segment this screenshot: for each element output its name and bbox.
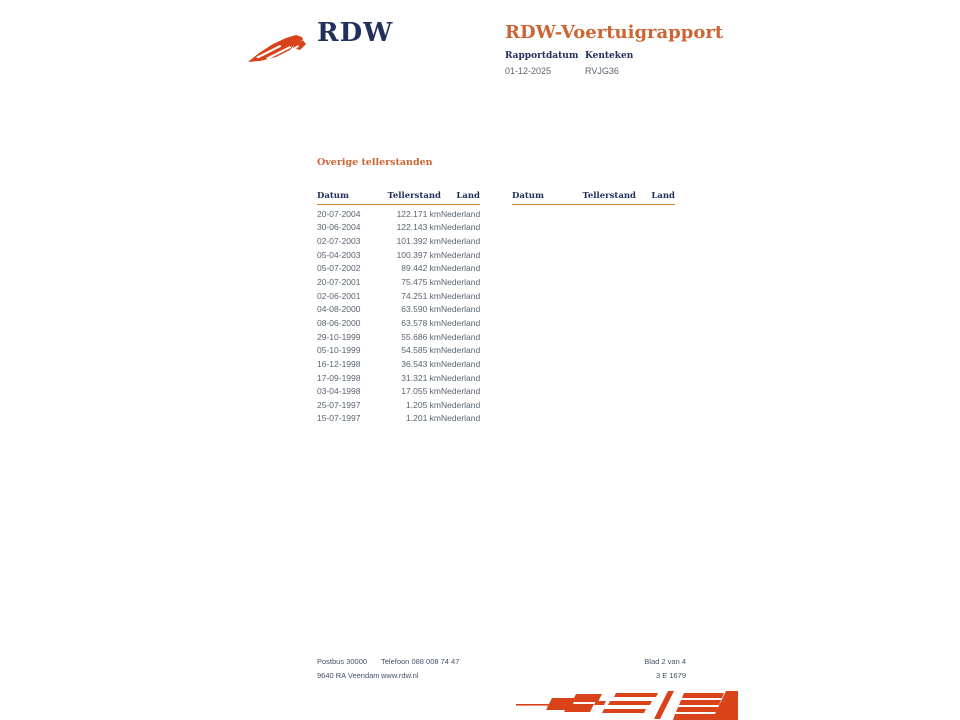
column-header-datum: Datum [512, 191, 544, 201]
table-row [317, 302, 480, 316]
column-header-datum: Datum [317, 191, 349, 201]
kenteken-label: Kenteken [585, 51, 634, 61]
section-heading-overige-tellerstanden: Overige tellerstanden [317, 157, 433, 168]
cell-tellerstand: 63.578 km [401, 317, 441, 328]
table-row [317, 316, 480, 330]
cell-land: Nederland [441, 317, 481, 328]
rapportdatum-label: Rapportdatum [505, 51, 579, 61]
footer-city: 9640 RA Veendam [317, 670, 380, 680]
rdw-logo [246, 18, 393, 70]
cell-datum: 17-09-1998 [317, 372, 361, 383]
table-row [317, 357, 480, 371]
cell-tellerstand: 100.397 km [396, 249, 441, 260]
cell-tellerstand: 1.205 km [406, 399, 441, 410]
rdw-bird-icon [246, 26, 310, 70]
cell-tellerstand: 54.585 km [401, 345, 441, 356]
cell-land: Nederland [441, 331, 481, 342]
cell-tellerstand: 101.392 km [396, 236, 441, 247]
stripes-icon [516, 691, 738, 720]
cell-datum: 04-08-2000 [317, 304, 361, 315]
cell-land: Nederland [441, 208, 481, 219]
cell-datum: 05-10-1999 [317, 345, 361, 356]
cell-land: Nederland [441, 249, 481, 260]
cell-tellerstand: 1.201 km [406, 413, 441, 424]
cell-land: Nederland [441, 345, 481, 356]
cell-datum: 02-06-2001 [317, 290, 361, 301]
footer-row-1 [317, 654, 686, 668]
table-header-row [512, 191, 675, 205]
cell-tellerstand: 122.171 km [396, 208, 441, 219]
cell-tellerstand: 89.442 km [401, 263, 441, 274]
odometer-table-left [317, 191, 480, 425]
table-row [317, 398, 480, 412]
table-row [317, 343, 480, 357]
footer-website: www.rdw.nl [381, 670, 419, 680]
cell-land: Nederland [441, 222, 481, 233]
cell-land: Nederland [441, 413, 481, 424]
cell-land: Nederland [441, 236, 481, 247]
cell-tellerstand: 75.475 km [401, 277, 441, 288]
cell-tellerstand: 36.543 km [401, 358, 441, 369]
cell-datum: 25-07-1997 [317, 399, 361, 410]
footer-page-indicator: Blad 2 van 4 [644, 656, 686, 666]
cell-datum: 15-07-1997 [317, 413, 361, 424]
cell-land: Nederland [441, 399, 481, 410]
cell-land: Nederland [441, 304, 481, 315]
cell-datum: 20-07-2004 [317, 208, 361, 219]
cell-land: Nederland [441, 386, 481, 397]
cell-land: Nederland [441, 263, 481, 274]
report-title: RDW-Voertuigrapport [505, 22, 724, 43]
cell-datum: 08-06-2000 [317, 317, 361, 328]
odometer-table-right [512, 191, 675, 207]
table-row [317, 248, 480, 262]
footer-form-code: 3 E 1679 [655, 670, 686, 680]
table-row [317, 234, 480, 248]
rdw-wordmark: RDW [317, 18, 394, 48]
cell-tellerstand: 63.590 km [401, 304, 441, 315]
table-row [317, 275, 480, 289]
footer-row-2 [317, 668, 686, 682]
table-row [317, 371, 480, 385]
report-meta [505, 51, 665, 76]
cell-datum: 03-04-1998 [317, 386, 361, 397]
footer-phone: Telefoon 088 008 74 47 [381, 656, 460, 666]
cell-tellerstand: 74.251 km [401, 290, 441, 301]
cell-datum: 02-07-2003 [317, 236, 361, 247]
column-header-tellerstand: Tellerstand [387, 191, 441, 201]
table-row [317, 207, 480, 221]
cell-datum: 05-07-2002 [317, 263, 361, 274]
table-row [317, 330, 480, 344]
column-header-land: Land [456, 191, 480, 201]
table-header-row [317, 191, 480, 205]
cell-datum: 29-10-1999 [317, 331, 361, 342]
meta-kenteken [585, 51, 665, 76]
cell-tellerstand: 17.055 km [401, 386, 441, 397]
table-row [317, 221, 480, 235]
cell-tellerstand: 31.321 km [401, 372, 441, 383]
table-row [317, 262, 480, 276]
cell-land: Nederland [441, 290, 481, 301]
cell-land: Nederland [441, 358, 481, 369]
rdw-stripes-artwork [516, 691, 738, 720]
cell-tellerstand: 122.143 km [396, 222, 441, 233]
cell-land: Nederland [441, 277, 481, 288]
column-header-tellerstand: Tellerstand [582, 191, 636, 201]
table-body [317, 207, 480, 425]
footer-postbus: Postbus 30000 [317, 656, 368, 666]
cell-datum: 05-04-2003 [317, 249, 361, 260]
cell-datum: 16-12-1998 [317, 358, 361, 369]
cell-land: Nederland [441, 372, 481, 383]
kenteken-value: RVJG36 [585, 66, 619, 76]
table-row [317, 289, 480, 303]
cell-datum: 20-07-2001 [317, 277, 361, 288]
column-header-land: Land [651, 191, 675, 201]
table-row [317, 412, 480, 426]
table-row [317, 384, 480, 398]
cell-tellerstand: 55.686 km [401, 331, 441, 342]
page-footer [317, 654, 686, 682]
meta-rapportdatum [505, 51, 585, 76]
rapportdatum-value: 01-12-2025 [505, 66, 552, 76]
cell-datum: 30-06-2004 [317, 222, 361, 233]
